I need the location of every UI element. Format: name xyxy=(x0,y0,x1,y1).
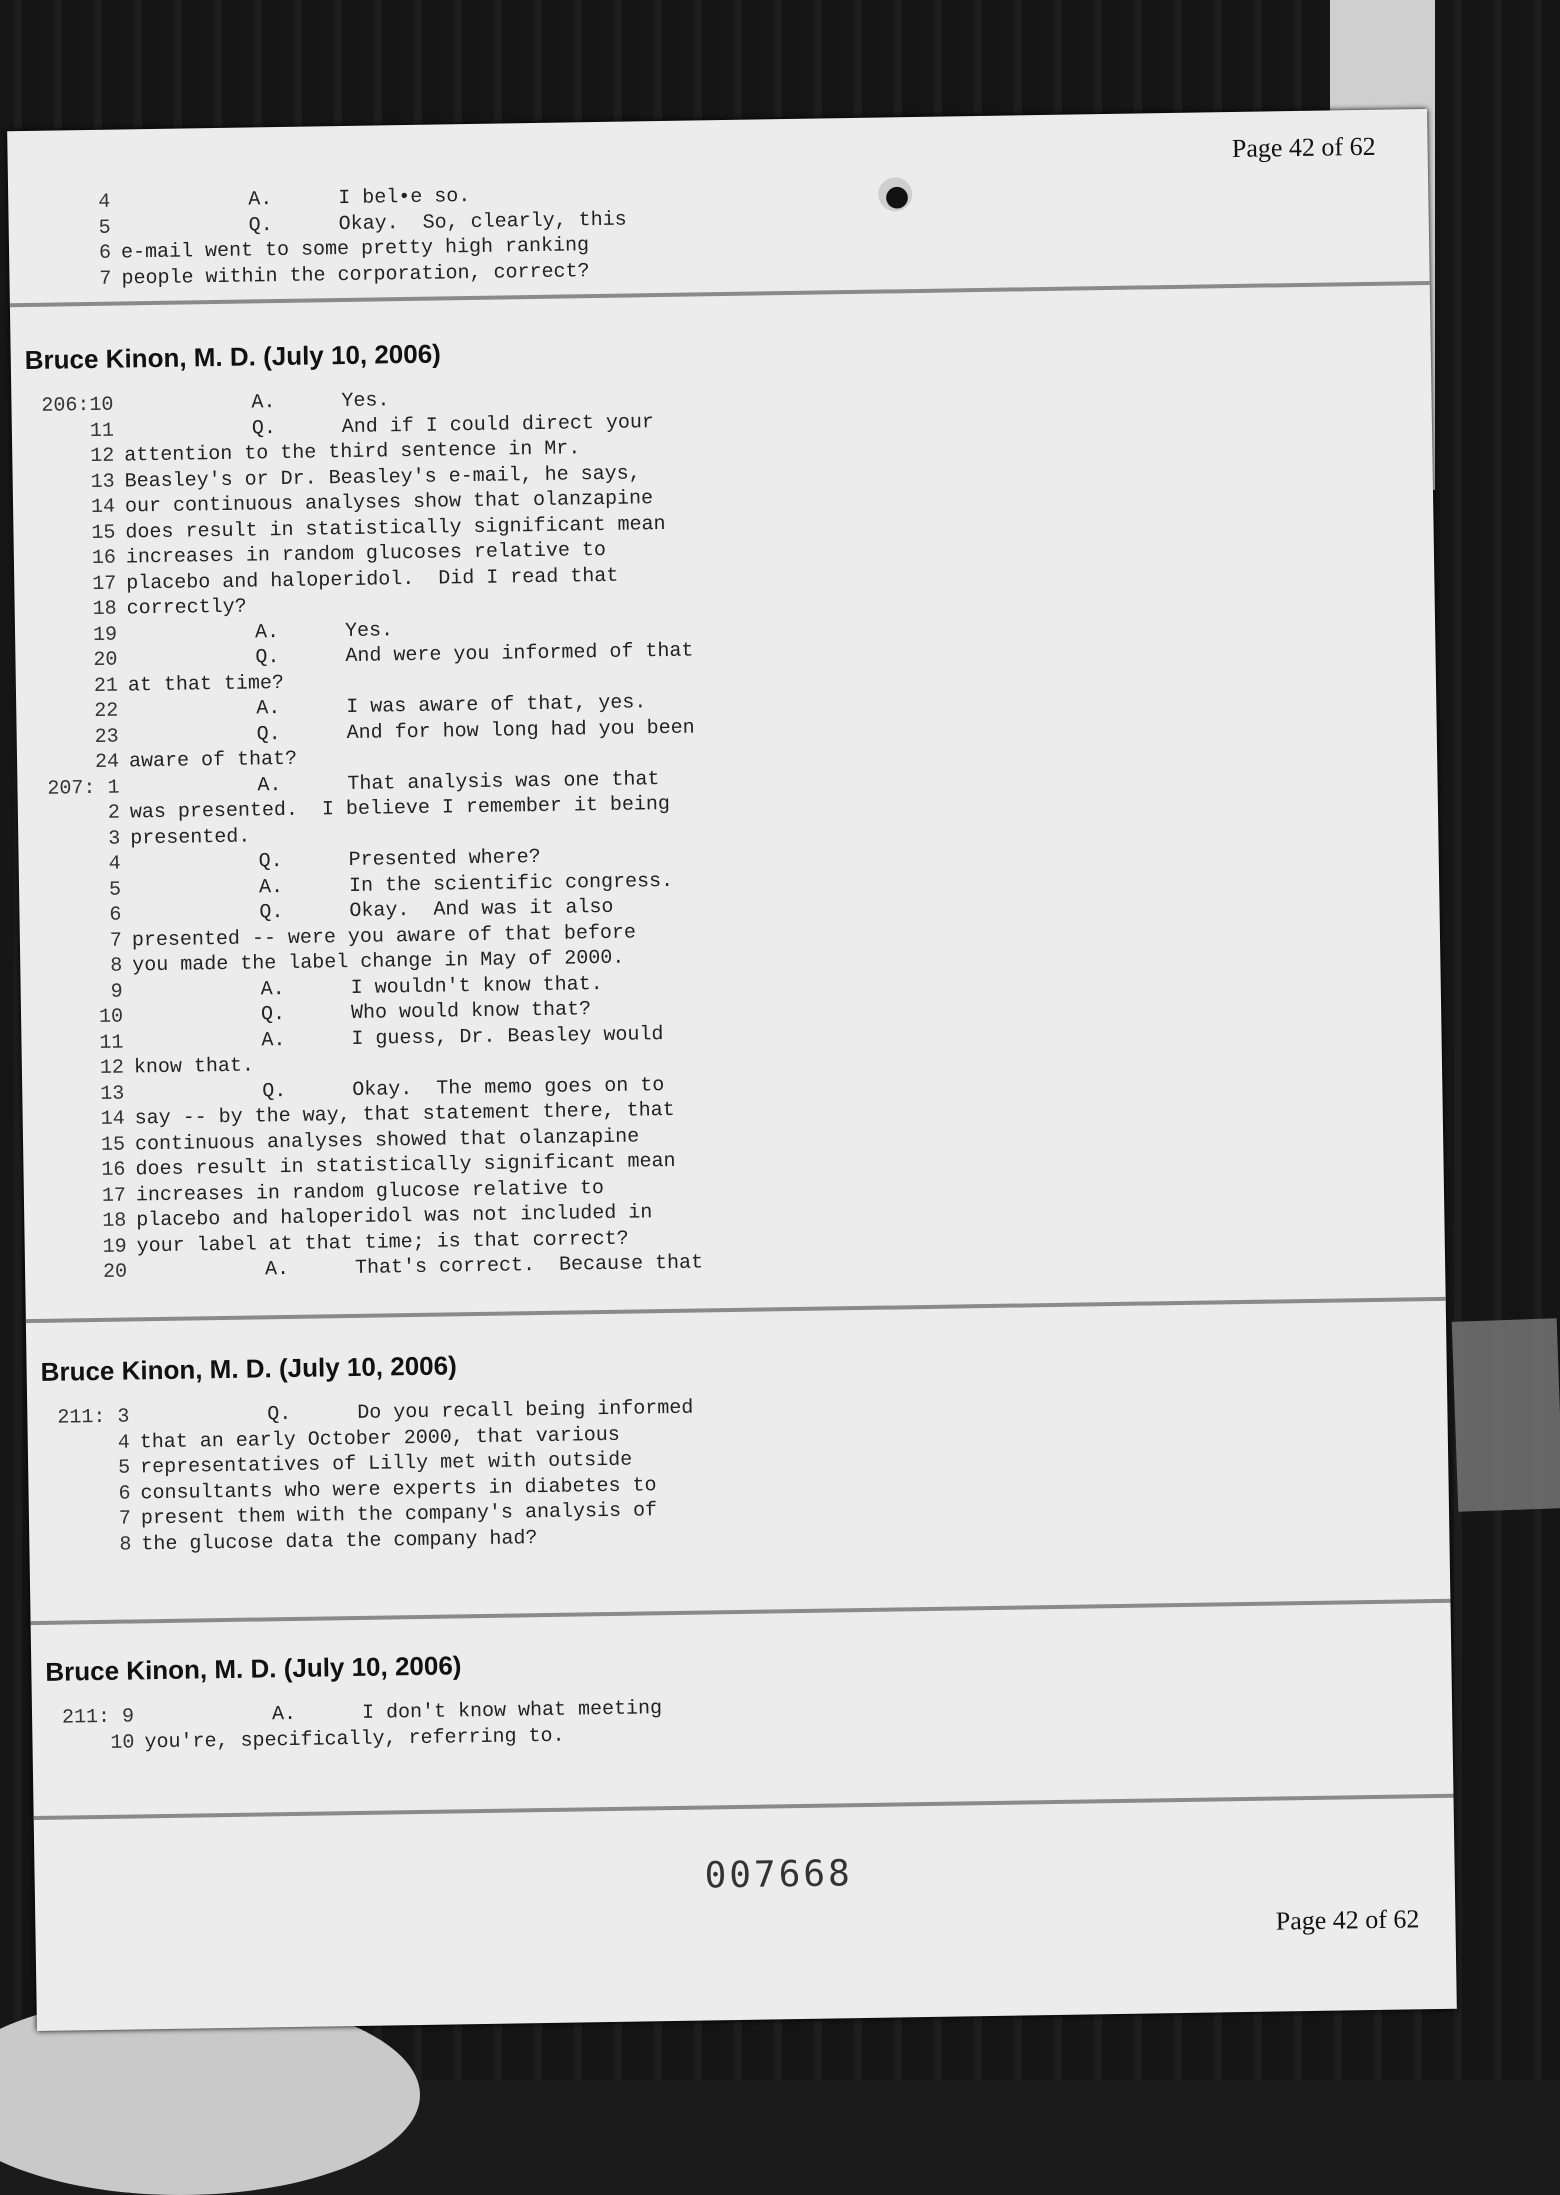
line-text: aware of that? xyxy=(128,747,298,774)
line-number: 7 xyxy=(118,1507,132,1531)
speaker-marker: A. xyxy=(258,875,284,899)
line-number: 10 xyxy=(110,1730,135,1755)
line-number: 19 xyxy=(102,1235,127,1259)
line-number: 23 xyxy=(94,725,119,749)
speaker-marker: Q. xyxy=(248,213,273,237)
line-text: does result in statistically significant mean xyxy=(125,512,666,544)
bates-number: 007668 xyxy=(704,1853,854,1897)
line-number: 6 xyxy=(98,241,112,265)
line-text: e-mail went to some pretty high ranking xyxy=(120,234,590,265)
line-list xyxy=(8,169,1429,293)
line-text: I bel•e so. xyxy=(338,185,471,211)
line-text: Okay. So, clearly, this xyxy=(338,208,627,236)
line-number: 2 xyxy=(107,801,121,825)
line-text: does result in statistically significant mean xyxy=(135,1149,676,1182)
line-text: I wouldn't know that. xyxy=(350,972,603,1000)
line-number: 18 xyxy=(102,1209,127,1233)
line-text: That analysis was one that xyxy=(347,767,660,796)
speaker-marker: Q. xyxy=(262,1079,287,1103)
page-number-bottom: Page 42 of 62 xyxy=(1275,1904,1420,1936)
line-text: know that. xyxy=(133,1054,255,1080)
line-number: 4 xyxy=(108,852,121,876)
line-number: 21 xyxy=(93,674,119,698)
line-number: 19 xyxy=(92,623,118,647)
line-text: increases in random glucose relative to xyxy=(135,1176,605,1207)
line-number: 8 xyxy=(110,954,123,978)
section-divider xyxy=(31,1599,1451,1625)
line-text: And for how long had you been xyxy=(346,716,695,745)
line-number: 11 xyxy=(89,419,115,443)
line-number: 4 xyxy=(98,190,111,214)
line-number: 5 xyxy=(108,878,122,902)
line-number: 15 xyxy=(100,1133,126,1157)
line-text: I was aware of that, yes. xyxy=(346,691,647,720)
line-text: I don't know what meeting xyxy=(361,1697,663,1725)
speaker-marker: A. xyxy=(264,1257,290,1282)
speaker-marker: A. xyxy=(260,977,285,1001)
speaker-marker: Q. xyxy=(258,850,283,874)
line-text: Do you recall being informed xyxy=(357,1396,694,1425)
line-text: presented. xyxy=(130,825,251,850)
line-text: your label at that time; is that correct? xyxy=(136,1227,629,1258)
excerpt-section xyxy=(26,1335,1449,1559)
line-text: at that time? xyxy=(127,671,285,697)
line-number: 3 xyxy=(108,827,121,851)
line-number: 9 xyxy=(110,980,123,1004)
line-text: And were you informed of that xyxy=(345,639,694,669)
line-text: continuous analyses showed that olanzapine xyxy=(134,1124,640,1156)
line-text: In the scientific congress. xyxy=(348,869,674,898)
line-number: 20 xyxy=(93,648,118,672)
line-number: 211: 9 xyxy=(61,1705,135,1730)
line-number: 16 xyxy=(91,546,117,570)
speaker-marker: Q. xyxy=(267,1402,292,1427)
line-list xyxy=(32,1684,1453,1757)
line-text: Yes. xyxy=(341,389,390,414)
line-number: 5 xyxy=(117,1456,131,1480)
line-list xyxy=(11,372,1445,1287)
line-number: 17 xyxy=(92,572,117,596)
line-text: that an early October 2000, that various xyxy=(139,1423,620,1454)
line-text: was presented. I believe I remember it being xyxy=(129,792,671,825)
section-header: Bruce Kinon, M. D. (July 10, 2006) xyxy=(40,1350,457,1387)
line-number: 8 xyxy=(119,1532,132,1557)
section-divider xyxy=(34,1794,1454,1820)
line-text: placebo and haloperidol was not included in xyxy=(136,1201,653,1233)
line-number: 12 xyxy=(99,1056,125,1080)
line-text: attention to the third sentence in Mr. xyxy=(124,437,581,468)
line-number: 14 xyxy=(90,495,116,519)
line-number: 20 xyxy=(102,1260,128,1284)
line-text: people within the corporation, correct? xyxy=(121,259,590,290)
line-text: you're, specifically, referring to. xyxy=(144,1724,565,1754)
speaker-marker: A. xyxy=(257,773,282,797)
line-number: 206:10 xyxy=(41,393,114,418)
line-text: say -- by the way, that statement there, that xyxy=(134,1098,675,1131)
line-number: 14 xyxy=(100,1107,125,1131)
line-text: you made the label change in May of 2000. xyxy=(132,946,625,978)
line-text: Who would know that? xyxy=(350,998,592,1025)
speaker-marker: A. xyxy=(248,188,273,212)
line-text: And if I could direct your xyxy=(341,410,655,439)
line-text: I guess, Dr. Beasley would xyxy=(351,1022,664,1051)
tape-strip xyxy=(1452,1318,1560,1512)
line-text: placebo and haloperidol. Did I read that xyxy=(126,564,619,595)
speaker-marker: A. xyxy=(261,1028,286,1052)
line-number: 22 xyxy=(94,699,119,723)
line-text: correctly? xyxy=(126,595,247,621)
line-number: 18 xyxy=(92,597,117,621)
speaker-marker: Q. xyxy=(256,722,281,746)
line-number: 211: 3 xyxy=(57,1405,130,1430)
line-text: our continuous analyses show that olanzapine xyxy=(124,487,654,519)
line-text: Presented where? xyxy=(348,845,541,872)
line-text: Beasley's or Dr. Beasley's e-mail, he says, xyxy=(124,461,641,493)
speaker-marker: A. xyxy=(254,620,280,644)
line-number: 24 xyxy=(94,750,120,774)
section-header: Bruce Kinon, M. D. (July 10, 2006) xyxy=(24,338,442,376)
line-number: 13 xyxy=(100,1082,125,1106)
line-number: 11 xyxy=(99,1031,124,1055)
line-number: 6 xyxy=(109,903,122,927)
line-number: 5 xyxy=(98,216,111,240)
speaker-marker: Q. xyxy=(259,901,284,925)
line-number: 16 xyxy=(101,1158,126,1182)
line-text: Okay. The memo goes on to xyxy=(352,1073,665,1102)
excerpt-section xyxy=(11,323,1446,1287)
line-number: 12 xyxy=(90,444,115,469)
line-text: the glucose data the company had? xyxy=(141,1526,538,1556)
line-number: 7 xyxy=(109,929,123,953)
line-text: That's correct. Because that xyxy=(354,1251,704,1280)
speaker-marker: Q. xyxy=(260,1003,286,1027)
speaker-marker: A. xyxy=(271,1702,297,1727)
line-number: 6 xyxy=(118,1482,131,1506)
line-number: 207: 1 xyxy=(47,776,120,801)
line-number: 17 xyxy=(101,1184,127,1208)
line-number: 10 xyxy=(98,1005,124,1029)
speaker-marker: A. xyxy=(251,391,276,415)
line-number: 7 xyxy=(99,267,112,291)
page-number-top: Page 42 of 62 xyxy=(1231,131,1376,164)
line-text: Okay. And was it also xyxy=(349,895,614,923)
transcript-page xyxy=(7,109,1457,2031)
line-number: 13 xyxy=(90,470,115,494)
line-text: consultants who were experts in diabetes to xyxy=(140,1473,657,1505)
line-list xyxy=(27,1384,1449,1559)
line-text: Yes. xyxy=(344,618,394,643)
line-number: 15 xyxy=(91,521,116,545)
line-text: present them with the company's analysis of xyxy=(140,1499,658,1531)
section-divider xyxy=(26,1297,1446,1323)
excerpt-section xyxy=(31,1635,1452,1757)
line-text: increases in random glucoses relative to xyxy=(125,538,607,570)
line-text: representatives of Lilly met with outside xyxy=(139,1448,633,1480)
line-text: presented -- were you aware of that before xyxy=(131,920,637,952)
speaker-marker: Q. xyxy=(255,646,280,670)
line-number: 4 xyxy=(117,1431,130,1455)
speaker-marker: A. xyxy=(256,697,281,721)
section-header: Bruce Kinon, M. D. (July 10, 2006) xyxy=(45,1650,462,1687)
transcript-fragment-top xyxy=(8,169,1429,293)
speaker-marker: Q. xyxy=(251,416,277,440)
